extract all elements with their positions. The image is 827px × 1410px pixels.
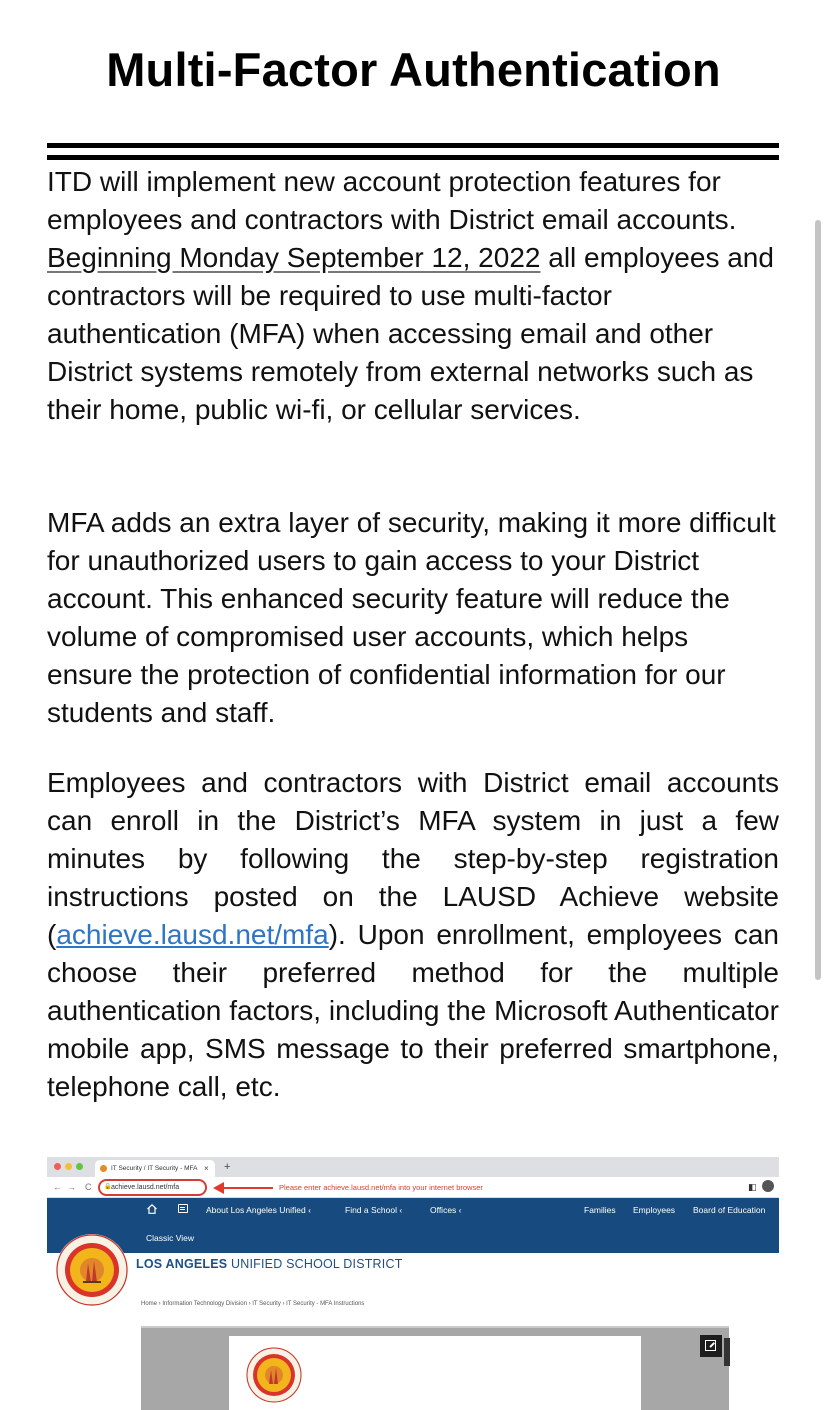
- url-text: achieve.lausd.net/mfa: [111, 1184, 180, 1191]
- nav-about: About Los Angeles Unified ‹: [206, 1205, 311, 1215]
- calendar-icon: [178, 1204, 188, 1213]
- site-navbar: [47, 1198, 779, 1253]
- tab-close-icon: ×: [204, 1164, 209, 1173]
- document-seal-logo: [245, 1346, 303, 1404]
- profile-icon: [762, 1180, 774, 1192]
- forward-icon: →: [67, 1182, 76, 1192]
- enrollment-text: Employees and contractors with District email accounts can enroll in the District’s MFA system in just a few minutes by following the step-by-step registration instructions posted on the LAUSD Achieve website (: [47, 767, 779, 950]
- page-title: Multi-Factor Authentication: [106, 43, 721, 96]
- intro-paragraph: [47, 163, 779, 429]
- title-divider-bottom: [47, 155, 779, 160]
- nav-offices: Offices ‹: [430, 1205, 462, 1215]
- popout-button: [700, 1335, 722, 1357]
- maximize-window-dot: [76, 1163, 83, 1170]
- scrollbar[interactable]: [815, 220, 821, 980]
- start-date: Beginning Monday September 12, 2022: [47, 242, 541, 273]
- district-name-bold: LOS ANGELES: [136, 1257, 228, 1271]
- browser-tab-bar: [47, 1157, 779, 1177]
- document-page: [229, 1336, 641, 1410]
- security-paragraph: MFA adds an extra layer of security, making it more difficult for unauthorized users to gain access to your District account. This enhanced security feature will reduce the volume of compromised user accounts, which helps ensure the protection of confidential information for our students and staff.: [47, 507, 776, 728]
- reload-icon: C: [85, 1182, 92, 1192]
- sidebar-toggle-icon: ◧: [748, 1182, 757, 1192]
- nav-board: Board of Education: [693, 1205, 766, 1215]
- title-divider-top: [47, 143, 779, 148]
- intro-text-end: all employees and contractors will be required to use multi-factor authentication (MFA) when accessing email and other District systems remotely from external networks such as their home, public wi-fi, or cellular services.: [47, 242, 774, 425]
- viewer-edge: [724, 1338, 730, 1366]
- tab-title: IT Security / IT Security - MFA: [111, 1165, 198, 1172]
- enrollment-paragraph: [47, 764, 779, 1106]
- lock-icon: 🔒: [104, 1184, 112, 1190]
- document-viewer: [141, 1326, 729, 1410]
- minimize-window-dot: [65, 1163, 72, 1170]
- address-bar: [47, 1177, 779, 1198]
- url-hint: Please enter achieve.lausd.net/mfa into your internet browser: [279, 1183, 483, 1192]
- classic-view-link: Classic View: [146, 1233, 195, 1243]
- nav-families: Families: [584, 1205, 616, 1215]
- new-tab-icon: +: [224, 1161, 231, 1173]
- district-name-rest: UNIFIED SCHOOL DISTRICT: [227, 1257, 403, 1271]
- browser-screenshot: [47, 1157, 779, 1410]
- intro-text: ITD will implement new account protection features for employees and contractors with District email accounts.: [47, 166, 737, 235]
- close-window-dot: [54, 1163, 61, 1170]
- home-icon: [146, 1203, 158, 1215]
- district-seal-logo: [55, 1233, 129, 1307]
- mfa-link[interactable]: achieve.lausd.net/mfa: [56, 919, 329, 950]
- district-name: [136, 1257, 403, 1271]
- nav-employees: Employees: [633, 1205, 676, 1215]
- enrollment-text-end: ). Upon enrollment, employees can choose their preferred method for the multiple authentication factors, including the Microsoft Authenticator mobile app, SMS message to their preferred smartphone, telephone call, etc.: [47, 919, 779, 1102]
- favicon-icon: [100, 1165, 107, 1172]
- annotation-arrow-shaft: [223, 1187, 273, 1189]
- external-link-icon: [705, 1340, 716, 1351]
- back-icon: ←: [53, 1182, 62, 1192]
- nav-find-school: Find a School ‹: [345, 1205, 403, 1215]
- breadcrumb: Home › Information Technology Division › IT Security › IT Security - MFA Instructions: [141, 1301, 365, 1307]
- url-field: [98, 1179, 207, 1196]
- browser-tab: [95, 1160, 215, 1177]
